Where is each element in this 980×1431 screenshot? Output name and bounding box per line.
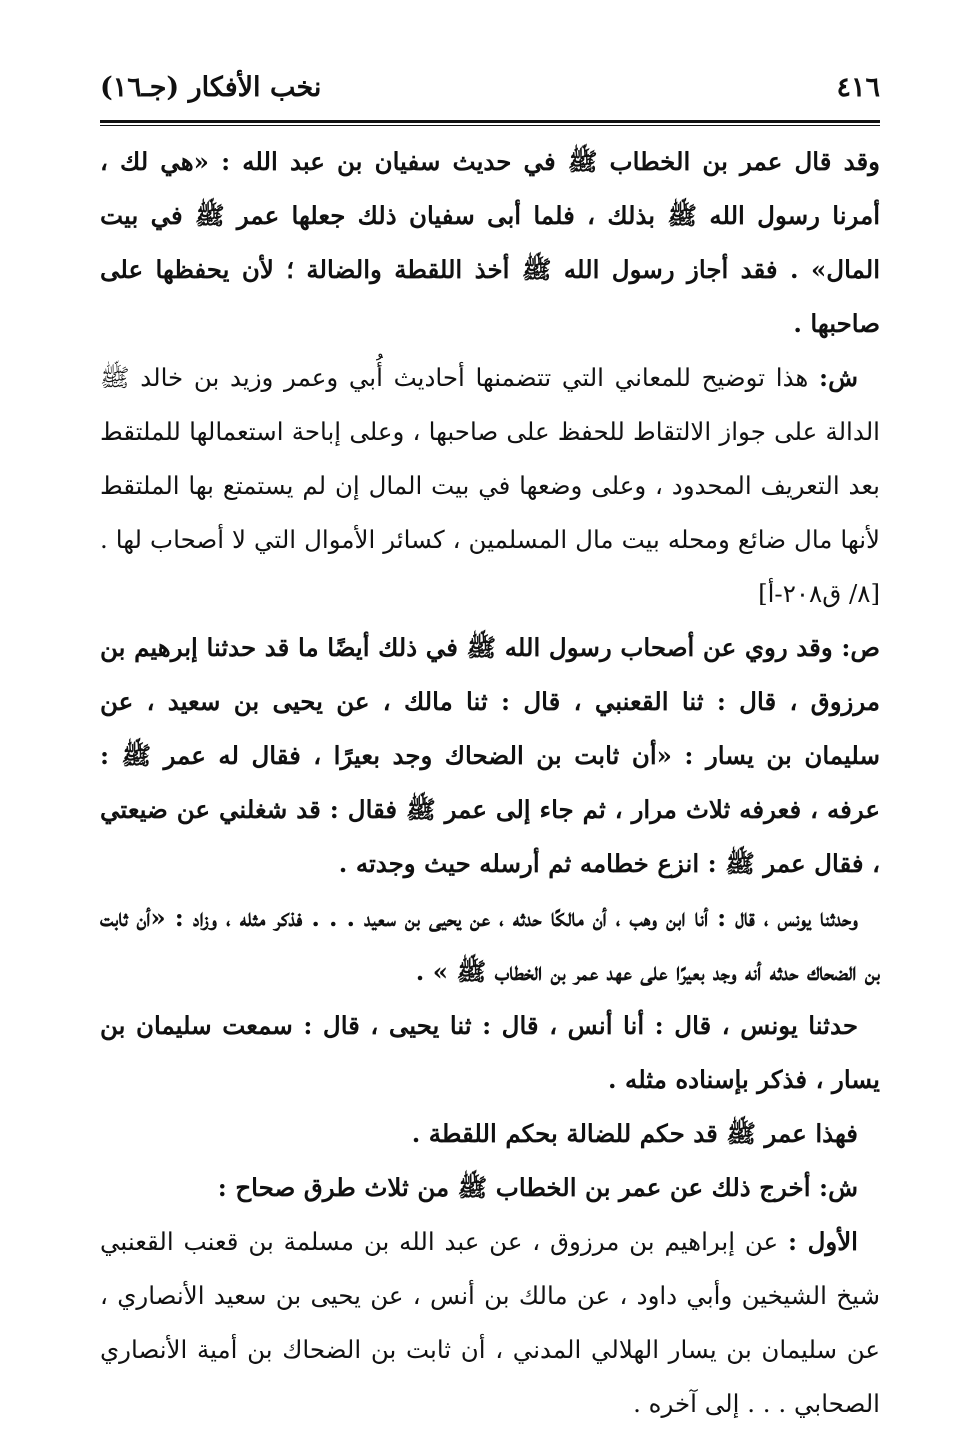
paragraph-matn-conclusion	[100, 1107, 880, 1161]
header-rule-thin	[100, 125, 880, 126]
paragraph-text: عن إبراهيم بن مرزوق ، عن عبد الله بن مسلمة بن قعنب القعنبي شيخ الشيخين وأبي داود ، عن مالك بن أنس ، عن يحيى بن سعيد الأنصاري ، عن سليمان بن يسار الهلالي المدني ، أن ثابت بن الضحاك بن أمية الأنصاري الصحابي . . . إلى آخره .	[100, 1227, 880, 1418]
paragraph-text: أخرج ذلك عن عمر بن الخطاب ﷺ من ثلاث طرق صحاح :	[217, 1173, 811, 1202]
paragraph-label: الأول :	[787, 1227, 858, 1256]
paragraph-text: حدثنا يونس ، قال : أنا أنس ، قال : ثنا يحيى ، قال : سمعت سليمان بن يسار ، فذكر بإسناده مثله .	[100, 1011, 880, 1094]
book-title: نخب الأفكار (جـ١٦)	[100, 72, 322, 103]
page-number: ٤١٦	[836, 72, 880, 103]
page-header	[100, 68, 880, 112]
page-body	[100, 135, 880, 1431]
paragraph-matn	[100, 621, 880, 891]
paragraph-matn-yunus-2	[100, 999, 880, 1107]
paragraph-label: ش:	[819, 1173, 858, 1202]
paragraph-label: ش:	[819, 363, 858, 392]
paragraph-text: وحدثنا يونس ، قال : أنا ابن وهب ، أن مالكًا حدثه ، عن يحيى بن سعيد . . . فذكر مثله ، وزاد : «أن ثابت بن الضحاك حدثه أنه وجد بعيرًا على عهد عمر بن الخطاب ﷺ » .	[100, 903, 880, 986]
paragraph-sharh	[100, 351, 880, 621]
header-rule	[100, 120, 880, 123]
paragraph-sharh-2	[100, 1161, 880, 1215]
paragraph-text: وقد روي عن أصحاب رسول الله ﷺ في ذلك أيضًا ما قد حدثنا إبرهيم بن مرزوق ، قال : ثنا القعنبي ، قال : ثنا مالك ، عن يحيى بن سعيد ، عن سليمان بن يسار : «أن ثابت بن الضحاك وجد بعيرًا ، فقال له عمر ﷺ : عرفه ، فعرفه ثلاث مرار ، ثم جاء إلى عمر ﷺ فقال : قد شغلني عن ضيعتي ، فقال عمر ﷺ : انزع خطامه ثم أرسله حيث وجدته .	[100, 633, 880, 878]
paragraph-first-chain	[100, 1215, 880, 1431]
paragraph-text: هذا توضيح للمعاني التي تتضمنها أحاديث أُبي وعمر وزيد بن خالد ﷺ الدالة على جواز الالتقاط للحفظ على صاحبها ، وعلى إباحة استعمالها للملتقط بعد التعريف المحدود ، وعلى وضعها في بيت المال إن لم يستمتع بها الملتقط لأنها مال ضائع ومحله بيت مال المسلمين ، كسائر الأموال التي لا أصحاب لها . [٨/ ق٢٠٨-أ]	[100, 363, 880, 608]
paragraph-commentary-end	[100, 135, 880, 351]
paragraph-label: ص:	[841, 633, 880, 662]
paragraph-matn-yunus	[100, 891, 880, 999]
paragraph-text: فهذا عمر ﷺ قد حكم للضالة بحكم اللقطة .	[411, 1119, 858, 1148]
paragraph-text: وقد قال عمر بن الخطاب ﷺ في حديث سفيان بن عبد الله : «هي لك ، أمرنا رسول الله ﷺ بذلك ، فلما أبى سفيان ذلك جعلها عمر ﷺ في بيت المال» . فقد أجاز رسول الله ﷺ أخذ اللقطة والضالة ؛ لأن يحفظها على صاحبها .	[100, 147, 880, 338]
